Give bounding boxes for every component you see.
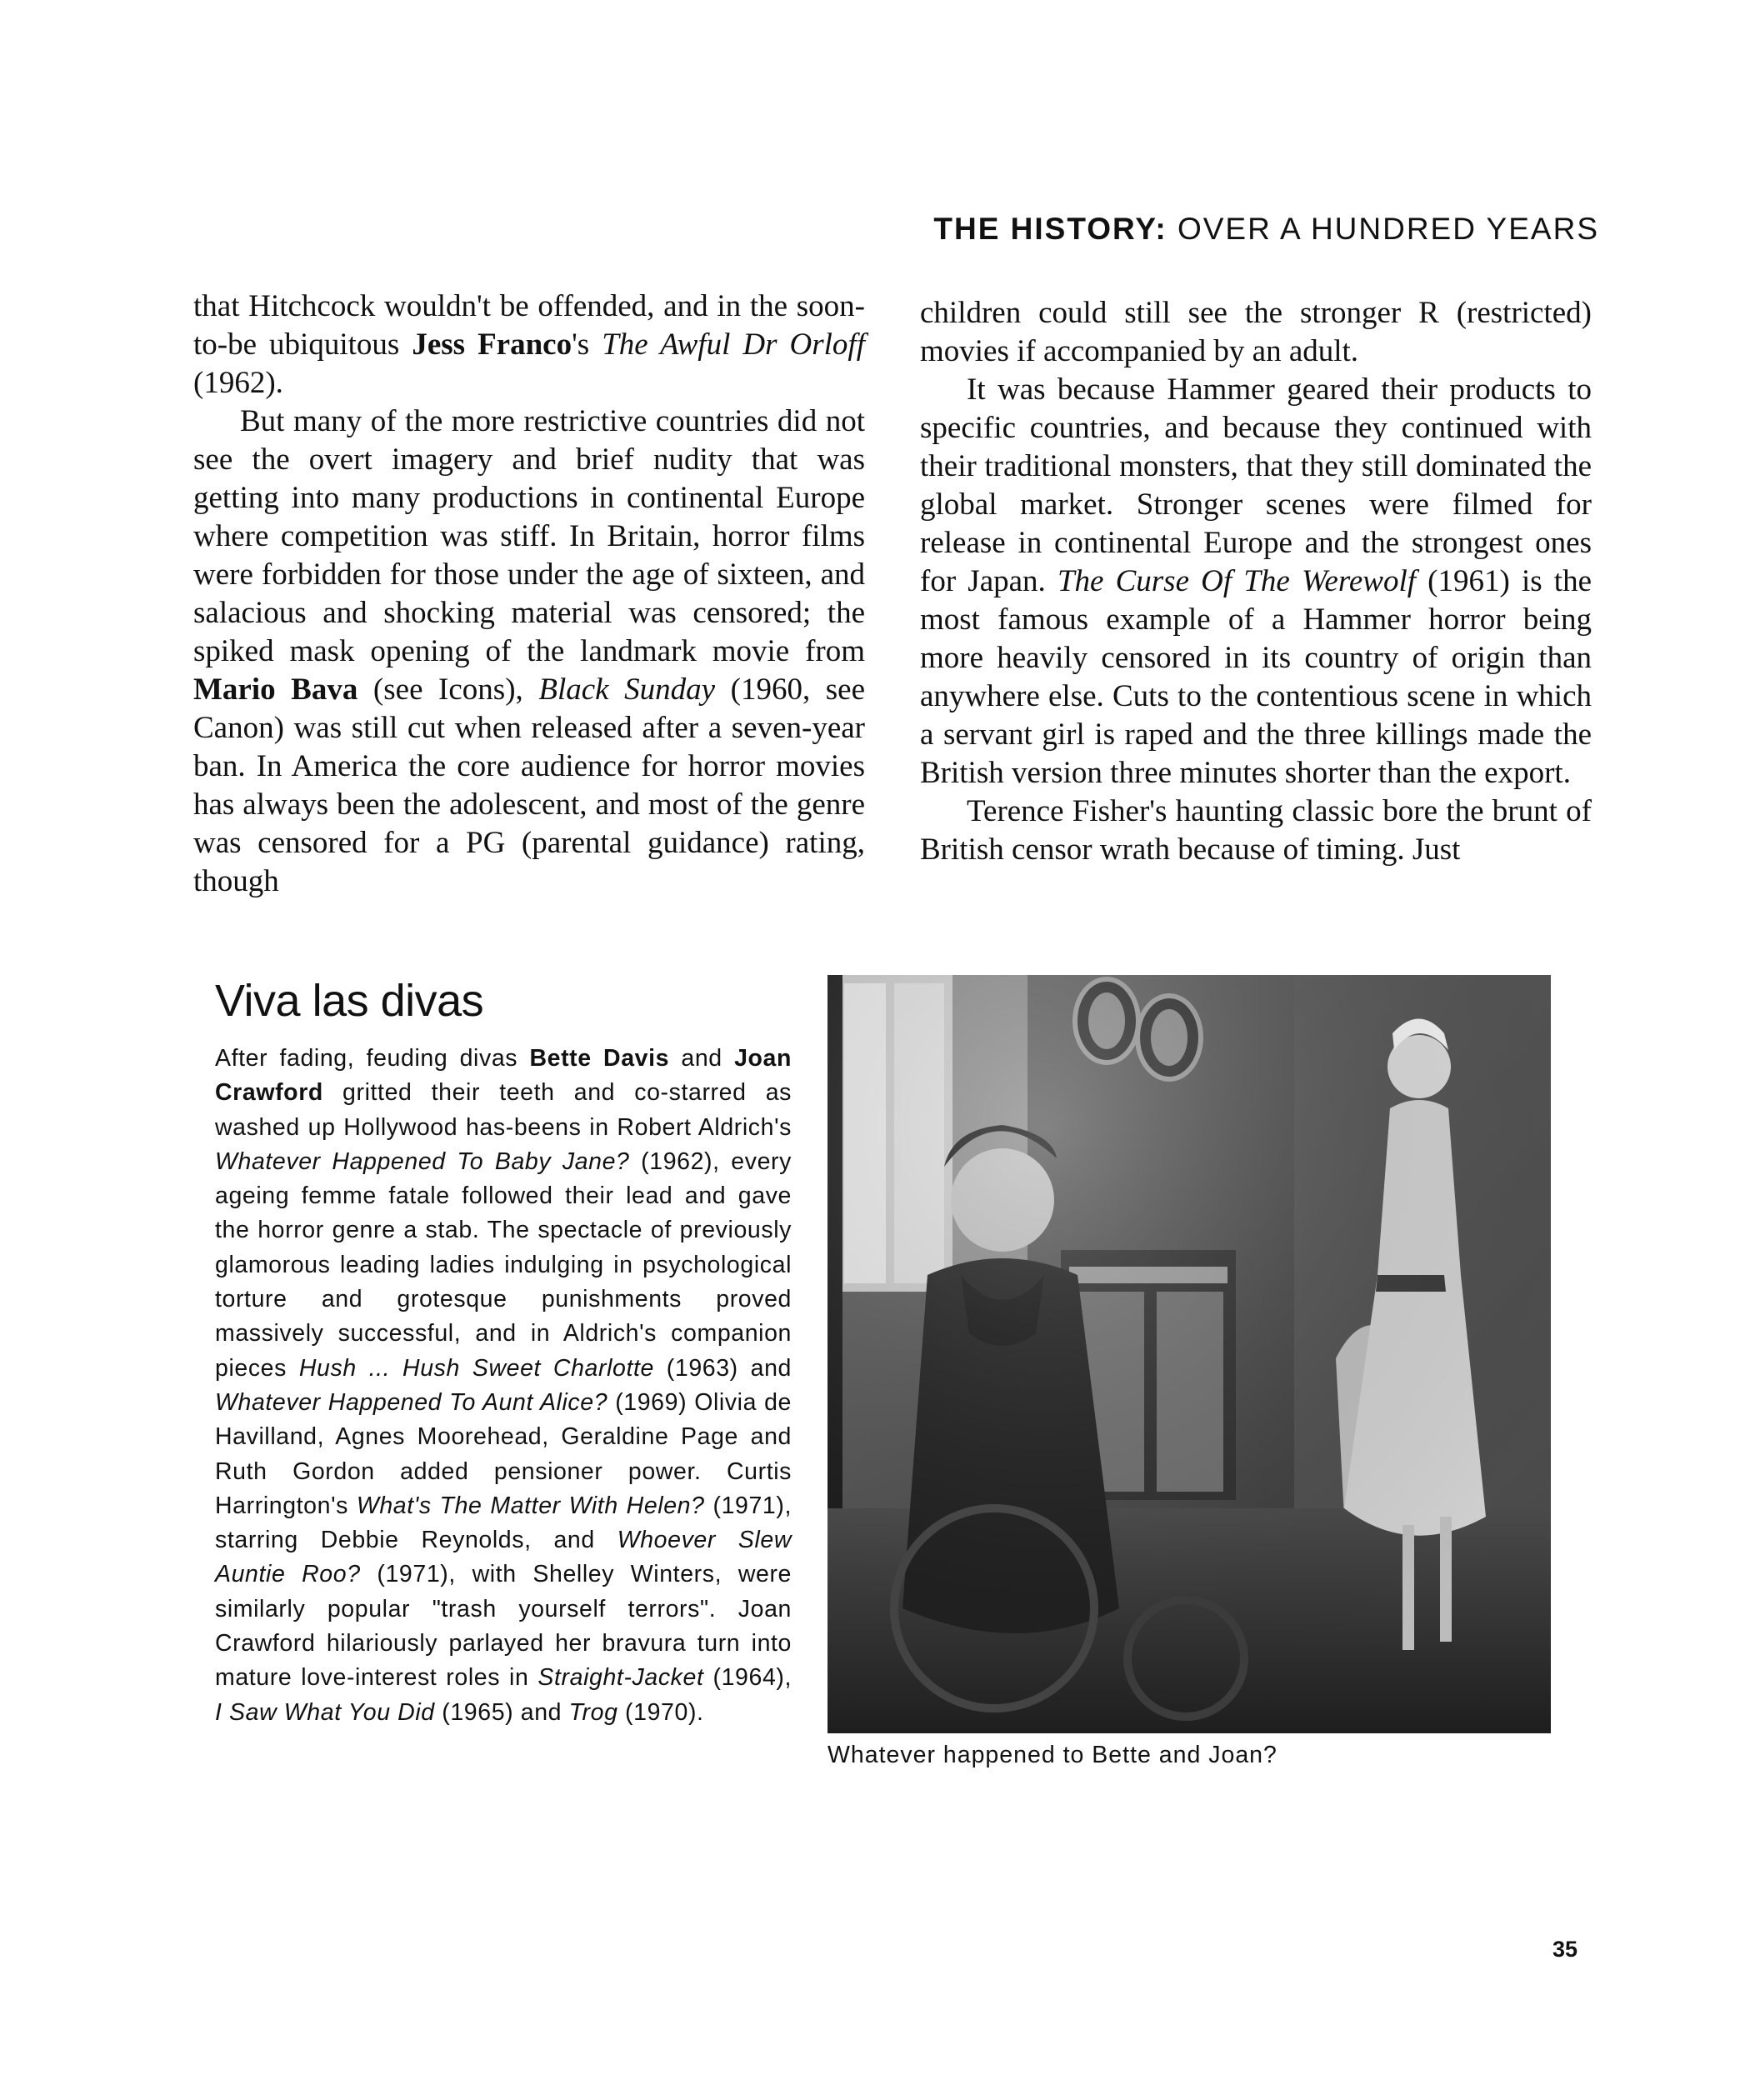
film-title: I Saw What You Did xyxy=(215,1698,435,1726)
photo-illustration xyxy=(828,975,1551,1733)
header-title: OVER A HUNDRED YEARS xyxy=(1177,212,1599,246)
sidebar-title: Viva las divas xyxy=(215,976,484,1026)
text-run: (1971), starring Debbie Reynolds, and xyxy=(215,1492,792,1554)
text-run: (1961) is the most famous example of a Hammer horror being more heavily censored in its country of origin than anywhere else. Cuts to the contentious scene in which a servant girl is raped and the three killings made the British version three minutes shorter than the export. xyxy=(920,564,1592,790)
header-section: THE HISTORY: xyxy=(933,212,1168,246)
text-run: (1963) and xyxy=(653,1354,792,1382)
left-paragraph-2 xyxy=(193,402,865,901)
text-run: (1960, see Canon) was still cut when released after a seven-year ban. In America the core audience for horror movies has always been the adolescent, and most of the genre was censored for a PG (parental guidance) rating, though xyxy=(193,672,865,898)
running-header xyxy=(933,212,1599,247)
film-title: Whatever Happened To Aunt Alice? xyxy=(215,1388,608,1416)
sidebar-box xyxy=(215,975,792,1730)
text-run: (see Icons), xyxy=(358,672,539,707)
name-bette-davis: Bette Davis xyxy=(529,1045,670,1072)
text-run: 's xyxy=(572,328,602,362)
text-run: It was because Hammer geared their products to specific countries, and because they continued with their traditional monsters, that they still dominated the global market. Stronger scenes were filmed for release in continental Europe and the strongest ones for Japan. xyxy=(920,372,1592,598)
text-run: (1965) and xyxy=(434,1698,569,1726)
text-run: that Hitchcock wouldn't be offended, and in the soon-to-be ubiquitous xyxy=(193,289,865,362)
right-paragraph-3: Terence Fisher's haunting classic bore the brunt of British censor wrath because of timing. Just xyxy=(920,794,1592,867)
film-title: Hush ... Hush Sweet Charlotte xyxy=(298,1354,654,1382)
right-paragraph-2 xyxy=(920,371,1592,792)
film-title: Whatever Happened To Baby Jane? xyxy=(215,1148,630,1175)
text-run: (1962), every ageing femme fatale followed their lead and gave the horror genre a stab. The spectacle of previously glamorous leading ladies indulging in psychological torture and grotesque punishments proved massively successful, and in Aldrich's companion pieces xyxy=(215,1148,792,1382)
text-run: (1964), xyxy=(703,1664,792,1692)
film-still-photo xyxy=(828,975,1551,1733)
name-jess-franco: Jess Franco xyxy=(412,328,572,362)
name-joan-crawford: Joan Crawford xyxy=(215,1045,792,1107)
film-title: Black Sunday xyxy=(538,672,716,707)
photo-caption: Whatever happened to Bette and Joan? xyxy=(828,1742,1278,1768)
right-paragraph-1: children could still see the stronger R (restricted) movies if accompanied by an adult. xyxy=(920,296,1592,368)
film-title: Whoever Slew Auntie Roo? xyxy=(215,1527,792,1588)
text-run: (1969) Olivia de Havilland, Agnes Moorehead, Geraldine Page and Ruth Gordon added pensioner power. Curtis Harrington's xyxy=(215,1388,792,1519)
left-text-column xyxy=(193,288,865,901)
sidebar-body xyxy=(215,1042,792,1730)
text-run: But many of the more restrictive countries did not see the overt imagery and brief nudity that was getting into many productions in continental Europe where competition was stiff. In Britain, horror films were forbidden for those under the age of sixteen, and salacious and shocking material was censored; the spiked mask opening of the landmark movie from xyxy=(193,404,865,668)
film-title: The Awful Dr Orloff xyxy=(602,328,865,362)
text-run: (1971), with Shelley Winters, were similarly popular "trash yourself terrors". Joan Crawford hilariously parlayed her bravura turn into mature love-interest roles in xyxy=(215,1561,792,1692)
page-number: 35 xyxy=(1552,1937,1578,1962)
text-run: (1970). xyxy=(618,1698,704,1726)
film-title: The Curse Of The Werewolf xyxy=(1057,564,1417,598)
name-mario-bava: Mario Bava xyxy=(193,672,358,707)
film-title: Straight-Jacket xyxy=(538,1664,704,1692)
film-title: What's The Matter With Helen? xyxy=(356,1492,705,1519)
film-title: Trog xyxy=(568,1698,618,1726)
right-text-column xyxy=(920,294,1592,869)
text-run: After fading, feuding divas xyxy=(215,1045,530,1072)
text-run: and xyxy=(669,1045,735,1072)
text-run: (1962). xyxy=(193,366,283,400)
left-paragraph-1 xyxy=(193,288,865,402)
text-run: gritted their teeth and co-starred as washed up Hollywood has-beens in Robert Aldrich's xyxy=(215,1079,792,1141)
